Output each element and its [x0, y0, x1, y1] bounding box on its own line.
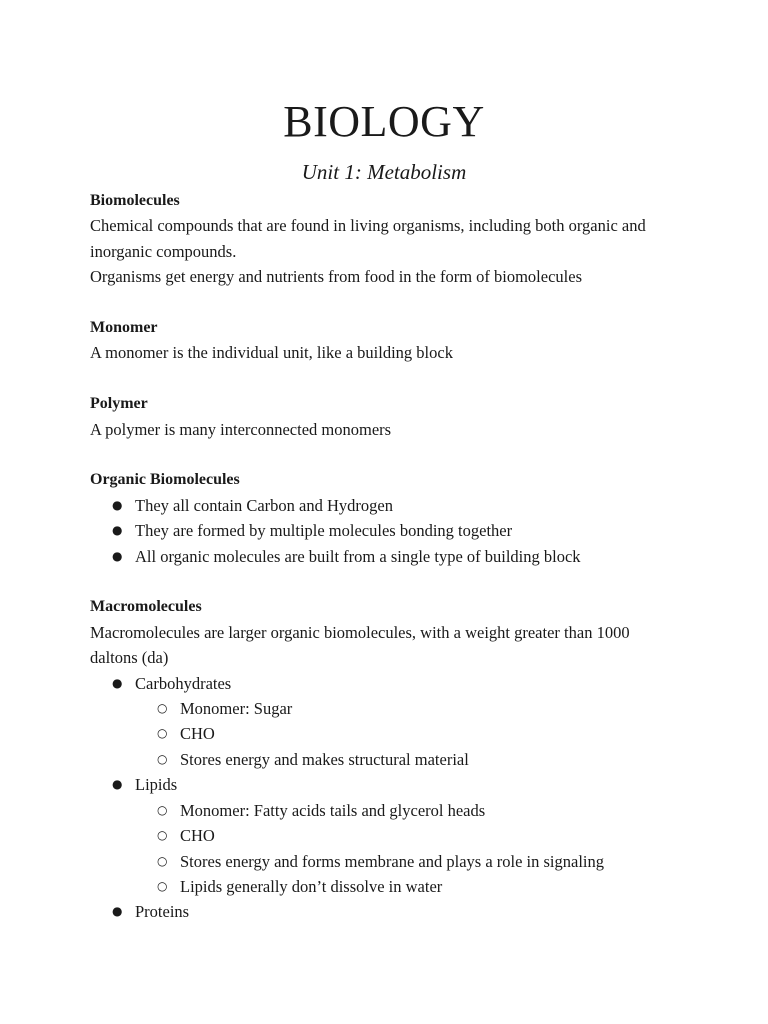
sublist-item: ○ Monomer: Fatty acids tails and glycerol heads: [135, 798, 690, 823]
list-item-lipids: [90, 772, 690, 899]
monomer-text: A monomer is the individual unit, like a building block: [90, 343, 453, 363]
sublist-item: ○ CHO: [135, 823, 690, 848]
list-item-label: Proteins: [135, 902, 190, 922]
list-item-proteins: [90, 899, 690, 924]
organic-biomolecules-heading: Organic Biomolecules: [90, 471, 240, 489]
lipids-sublist: [135, 798, 690, 900]
sublist-item: ○ CHO: [135, 721, 690, 746]
biomolecules-heading: Biomolecules: [90, 192, 180, 209]
polymer-text: A polymer is many interconnected monomers: [90, 419, 392, 439]
biomolecules-text-line-1: Chemical compounds that are found in living organisms, including both organic and: [90, 216, 646, 236]
document-subtitle: Unit 1: Metabolism: [301, 160, 467, 184]
list-item: ● All organic molecules are built from a single type of building block: [90, 544, 690, 569]
biomolecules-text-line-2: inorganic compounds.: [90, 241, 237, 261]
sublist-item: ○ Stores energy and makes structural material: [135, 747, 690, 772]
macromolecules-heading: Macromolecules: [90, 598, 202, 616]
monomer-heading: Monomer: [90, 319, 158, 337]
biomolecules-text-line-3: Organisms get energy and nutrients from food in the form of biomolecules: [90, 267, 582, 287]
spacer: [90, 290, 690, 315]
organic-biomolecules-list: [90, 493, 690, 569]
polymer-heading: Polymer: [90, 395, 148, 413]
sublist-item: ○ Stores energy and forms membrane and plays a role in signaling: [135, 849, 690, 874]
document-body: [90, 188, 690, 925]
list-item: ● They are formed by multiple molecules bonding together: [90, 518, 690, 543]
macromolecules-text-line-1: Macromolecules are larger organic biomolecules, with a weight greater than 1000: [90, 622, 630, 642]
list-item-label: Lipids: [135, 775, 178, 795]
list-item-label: Carbohydrates: [135, 673, 232, 693]
spacer: [90, 569, 690, 594]
list-item-carbohydrates: [90, 671, 690, 773]
list-item: ● They all contain Carbon and Hydrogen: [90, 493, 690, 518]
macromolecules-text-line-2: daltons (da): [90, 648, 169, 668]
carbohydrates-sublist: [135, 696, 690, 772]
spacer: [90, 442, 690, 467]
document-title: BIOLOGY: [283, 97, 485, 146]
spacer: [90, 366, 690, 391]
sublist-item: ○ Lipids generally don’t dissolve in water: [135, 874, 690, 899]
macromolecules-list: [90, 671, 690, 925]
sublist-item: ○ Monomer: Sugar: [135, 696, 690, 721]
